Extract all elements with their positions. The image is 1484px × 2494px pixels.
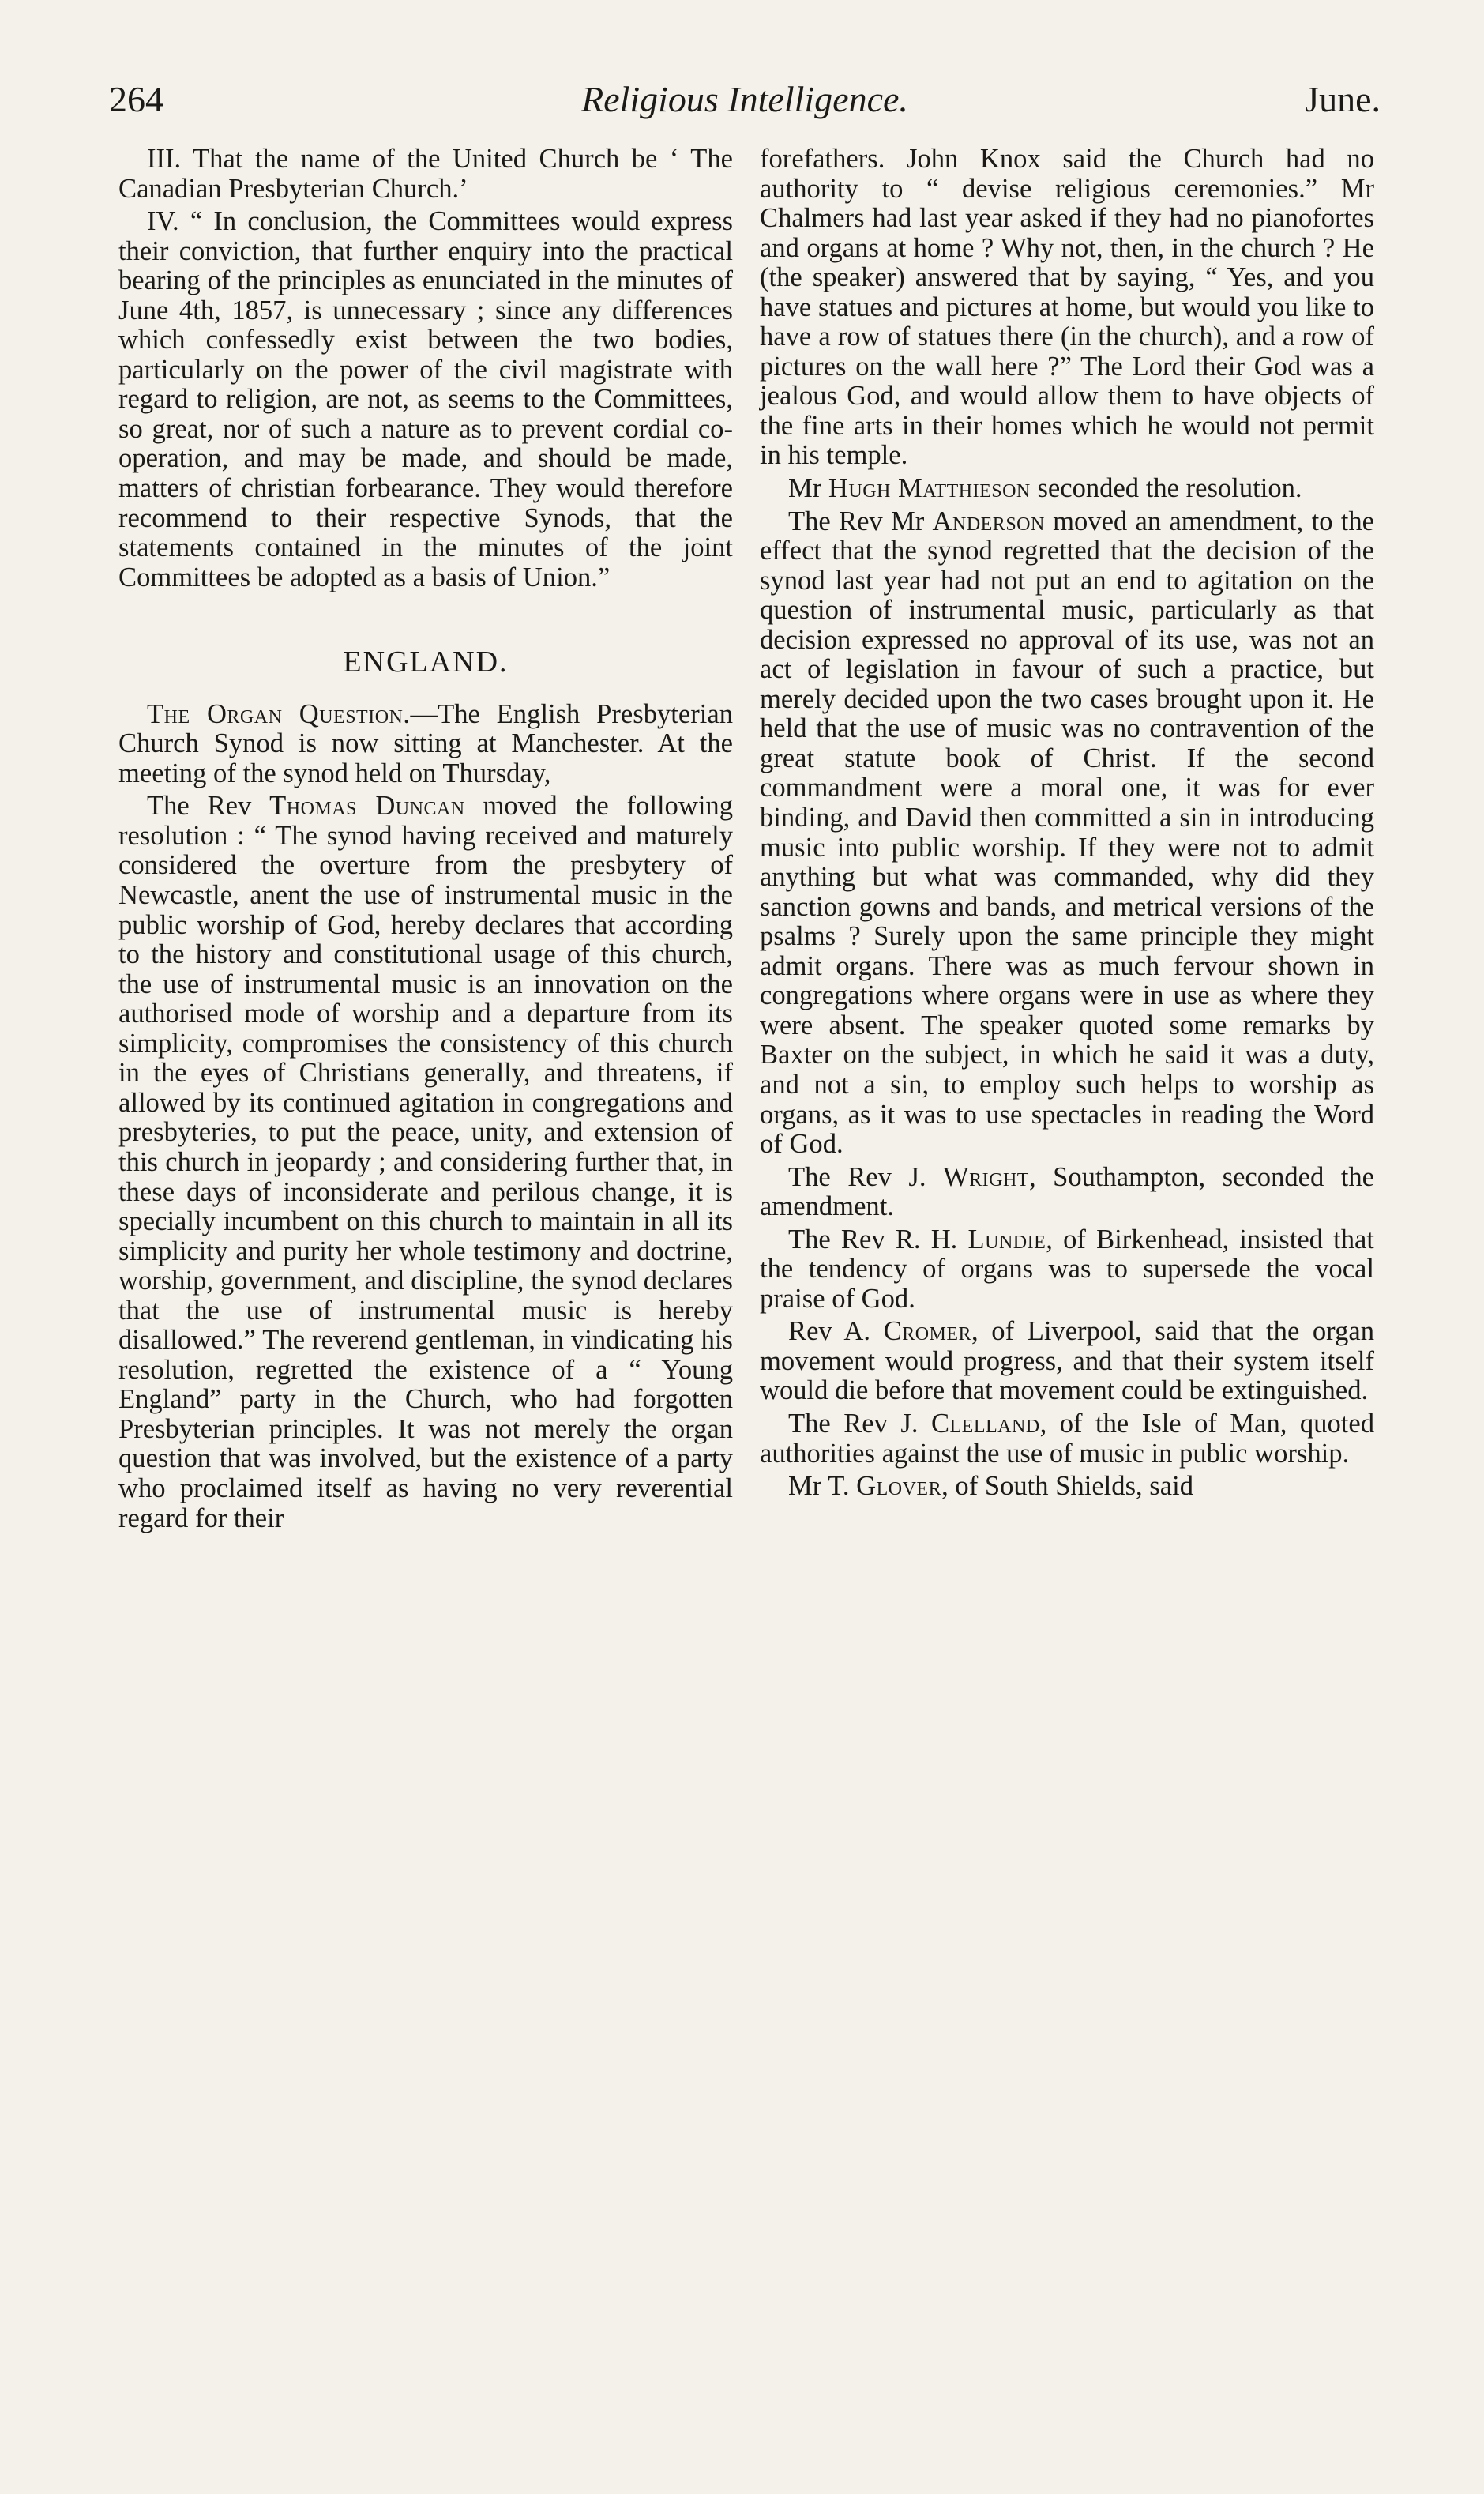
speaker-name-wright: Wright [943,1161,1029,1192]
speaker-name-glover: Glover [856,1471,942,1502]
paragraph-continuation: forefathers. John Knox said the Church had no authority to “ devise religious ceremonies.” Mr Chalmers had last year asked if they had no pianofortes and organs at home ? Why not, then, in the church ? He (the speaker) answered that by saying, “ Yes, and you have statues and pictures at home, but would you like to have a row of statues there (in the church), and a row of pictures on the wall here ?” The Lord their God was a jealous God, and would allow them to have objects of the fine arts in their homes which he would not permit in his temple. [760,144,1374,471]
wright-text: , Southampton, seconded the amendment. [760,1161,1374,1222]
paragraph-cromer [760,1317,1374,1406]
running-head [109,76,1381,123]
speaker-name-cromer: Cromer [883,1316,972,1347]
paragraph-wright [760,1163,1374,1222]
speaker-name-anderson: Anderson [932,506,1045,536]
lundie-open: The Rev R. H. [788,1224,958,1255]
organ-question-text: —The English Presbyterian Church Synod is now sitting at Manchester. At the meeting of the synod held on Thursday, [118,698,733,788]
anderson-open: The Rev Mr [788,506,925,536]
duncan-text: moved the following resolution : “ The synod having received and maturely considered the overture from the presbytery of Newcastle, anent the use of instrumental music in the public worship of God, hereby declares that according to the history and constitutional usage of this church, the use of instrumental music is an innovation on the authorised mode of worship and a departure from its simplicity, compromises the consistency of this church in the eyes of Christians generally, and threatens, if allowed by its continued agitation in congregations and presbyteries, to put the peace, unity, and extension of this church in jeopardy ; and considering further that, in these days of inconsiderate and perilous change, it is specially incumbent on this church to maintain in all its simplicity and purity her whole testimony and doctrine, worship, government, and discipline, the synod declares that the use of instrumental music is hereby disallowed.” The reverend gentleman, in vindicating his resolution, regretted the existence of a “ Young England” party in the Church, who had forgotten Presbyterian principles. It was not merely the organ question that was involved, but the existence of a party who proclaimed itself as having no very reverential regard for their [118,791,734,1533]
glover-text: , of South Shields, said [941,1471,1194,1502]
speaker-name-lundie: Lundie [967,1224,1046,1255]
running-month: June. [1305,79,1381,119]
speaker-name-clelland: Clelland [930,1408,1040,1439]
duncan-open: The Rev [147,791,252,822]
paragraph-glover [760,1472,1374,1502]
organ-question-lead: The Organ Question. [147,698,411,729]
clelland-text: , of the Isle of Man, quoted authorities against the use of music in public worship. [760,1408,1374,1469]
right-column [760,145,1374,1502]
paragraph-committees-conclusion: IV. “ In conclusion, the Committees would express their conviction, that further enquiry into the practical bearing of the principles as enunciated in the minutes of June 4th, 1857, is unnecessary ; since any differences which confessedly exist between the two bodies, particularly on the power of the civil magistrate with regard to religion, are not, as seems to the Committees, so great, nor of such a nature as to prevent cordial co-operation, and may be made, and should be made, matters of christian forbearance. They would therefore recommend to their respective Synods, that the statements contained in the minutes of the joint Committees be adopted as a basis of Union.” [118,206,733,592]
paragraph-clelland [760,1409,1374,1469]
left-column [118,145,733,1533]
paragraph-duncan-resolution [118,792,733,1533]
paragraph-union-name: III. That the name of the United Church be ‘ The Canadian Presbyterian Church.’ [118,144,733,204]
cromer-text: , of Liverpool, said that the organ movement would progress, and that their system itself would die before that movement could be extinguished. [760,1316,1374,1406]
cromer-open: Rev A. [788,1316,871,1347]
anderson-text: moved an amendment, to the effect that the synod regretted that the decision of the synod last year had not put an end to agitation on the question of instrumental music, particularly as that decision expressed no approval of its use, was not an act of legislation in favour of such a practice, but merely decided upon the two cases brought upon it. He held that the use of music was no contravention of the great statute book of Christ. If the second commandment were a moral one, it was for ever binding, and David then committed a sin in introducing music into public worship. If they were not to admit anything but what was commanded, why did they sanction gowns and bands, and metrical versions of the psalms ? Surely upon the same principle they might admit organs. There was as much fervour shown in congregations where organs were in use as where they were absent. The speaker quoted some remarks by Baxter on the subject, in which he said it was a duty, and not a sin, to employ such helps to worship as organs, as it was to use spectacles in reading the Word of God. [760,506,1374,1160]
matthieson-text: seconded the resolution. [1037,473,1302,504]
lundie-text: , of Birkenhead, insisted that the tendency of organs was to supersede the vocal praise of God. [760,1224,1374,1314]
section-heading-england: ENGLAND. [343,645,509,679]
page-number: 264 [109,79,163,119]
paragraph-anderson-amendment [760,507,1374,1160]
clelland-open: The Rev J. [788,1408,919,1439]
speaker-name-duncan: Thomas Duncan [269,791,465,822]
paragraph-matthieson [760,474,1374,504]
paragraph-lundie [760,1225,1374,1315]
paragraph-organ-question [118,700,733,789]
running-title: Religious Intelligence. [581,79,908,119]
matthieson-open: Mr [788,473,822,504]
glover-open: Mr T. [788,1471,850,1502]
wright-open: The Rev J. [788,1161,926,1192]
speaker-name-matthieson: Hugh Matthieson [828,473,1031,504]
